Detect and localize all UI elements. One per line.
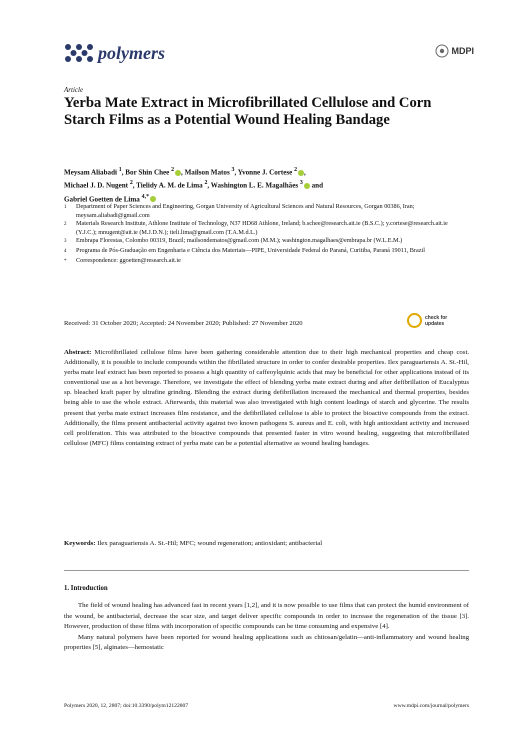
article-type: Article [64, 86, 84, 94]
mdpi-logo-icon [435, 44, 449, 58]
keywords-label: Keywords: [64, 540, 96, 547]
introduction-body [64, 601, 469, 654]
polymers-logo-icon [64, 43, 94, 63]
correspondence: * Correspondence: ggoetten@research.ait.ie [64, 256, 181, 264]
abstract [64, 348, 469, 449]
author-list: Meysam Aliabadi $^1$, Bor Shin Chee $^2$ , Mailson Matos $^3$, Yvonne J. Cortese $^2$ , Michael J. D. Nugent $^2$, Tielidy A. M. de Lima $^2$, Washington L. E. Magalhães $^3$ and Gabriel Goetten de Lima $^{4,*}$ [64, 167, 324, 204]
section-heading: 1. Introduction [64, 585, 108, 592]
publisher-name: MDPI [451, 46, 474, 56]
abstract-text: Microfibrillated cellulose films have been gathering considerable attention due to their high mechanical properties and cheap cost. Additionally, it is possible to include compounds within the fibrillated structure in order to confer desirable properties. Ilex paraguariensis A. St.-Hil, yerba mate leaf extract has been reported to possess a high quantity of caffeoylquinic acids that may be beneficial for other applications instead of its conventional use as a hot beverage. Therefore, we investigate the effect of blending yerba mate extract during and after defibrillation of Eucalyptus sp. bleached kraft paper by ultrafine grinding. Blending the extract during defibrillation increased the mechanical and thermal properties, besides being able to use the whole extract. Afterwards, this material was also investigated with high content loadings of starch and glycerine. The results present that yerba mate extract increases film resistance, and the defibrillated cellulose is able to protect the bioactive compounds from the extract. Additionally, the films present antibacterial activity against two known pathogens S. aureus and E. coli, with high antioxidant activity and increased cell proliferation. This was attributed to the bioactive compounds that presented faster in vitro wound healing, suggesting that microfibrillated cellulose (MFC) films containing extract of yerba mate can be a potential alternative as wound healing bandages. [64, 349, 470, 447]
affiliation-item: 2 Materials Research Institute, Athlone Institute of Technology, N37 HD68 Athlone, Ireland; b.schee@research.ait.ie (B.S.C.); y.cortese@research.ait.ie (Y.J.C.); mnugent@ait.ie (M.J.D.N.); tieli.lima@gmail.com (T.A.M.d.L.) [64, 220, 448, 236]
affiliation-item: 3 Embrapa Florestas, Colombo 00319, Brazil; mailsondematos@gmail.com (M.M.); washington.magalhaes@embrapa.br (W.L.E.M.) [64, 237, 403, 245]
intro-paragraph: Many natural polymers have been reported for wound healing applications such as chitosan/gelatin—anti-inflammatory and wound healing properties [5], alginates—hemostatic [64, 633, 469, 652]
intro-paragraph: The field of wound healing has advanced fast in recent years [1,2], and it is now possible to use films that can protect the humid environment of the wound, be antibacterial, decrease the scar size, and target deliver specific compounds in order to increase the regeneration of the tissue [3]. However, production of these films with incorporation of specific compounds can be time consuming and expensive [4]. [64, 602, 469, 631]
orcid-icon[interactable] [175, 170, 181, 176]
update-check-icon [407, 313, 422, 328]
orcid-icon[interactable] [298, 170, 304, 176]
affiliations [64, 203, 469, 266]
footer-citation: Polymers 2020, 12, 2807; doi:10.3390/polym12122807 [64, 703, 189, 709]
affiliation-item: 1 Department of Paper Sciences and Engineering, Gorgan University of Agricultural Sciences and Natural Resources, Gorgan 00386, Iran; meysam.aliabadi@gmail.com [64, 203, 415, 219]
publisher-logo [435, 44, 475, 58]
section-divider [64, 570, 469, 571]
check-for-updates-badge[interactable] [407, 313, 447, 328]
publication-dates: Received: 31 October 2020; Accepted: 24 November 2020; Published: 27 November 2020 [64, 320, 303, 327]
paper-title: Yerba Mate Extract in Microfibrillated Cellulose and Corn Starch Films as a Potential Wound Healing Bandage [64, 95, 432, 128]
journal-name: polymers [98, 42, 165, 63]
orcid-icon[interactable] [304, 183, 310, 189]
keywords-text: Ilex paraguariensis A. St.-Hil; MFC; wound regeneration; antioxidant; antibacterial [97, 540, 323, 547]
journal-logo [64, 42, 165, 64]
check-updates-line2: updates [425, 320, 445, 327]
affiliation-item: 4 Programa de Pós-Graduação em Engenharia e Ciência dos Materiais—PIPE, Universidade Federal do Paraná, Curitiba, Paraná 19011, Brazil [64, 246, 425, 254]
check-updates-line1: check for [425, 314, 448, 321]
footer-url[interactable]: www.mdpi.com/journal/polymers [393, 703, 469, 709]
keywords [64, 539, 469, 549]
abstract-label: Abstract: [64, 349, 92, 356]
orcid-icon[interactable] [150, 196, 156, 202]
